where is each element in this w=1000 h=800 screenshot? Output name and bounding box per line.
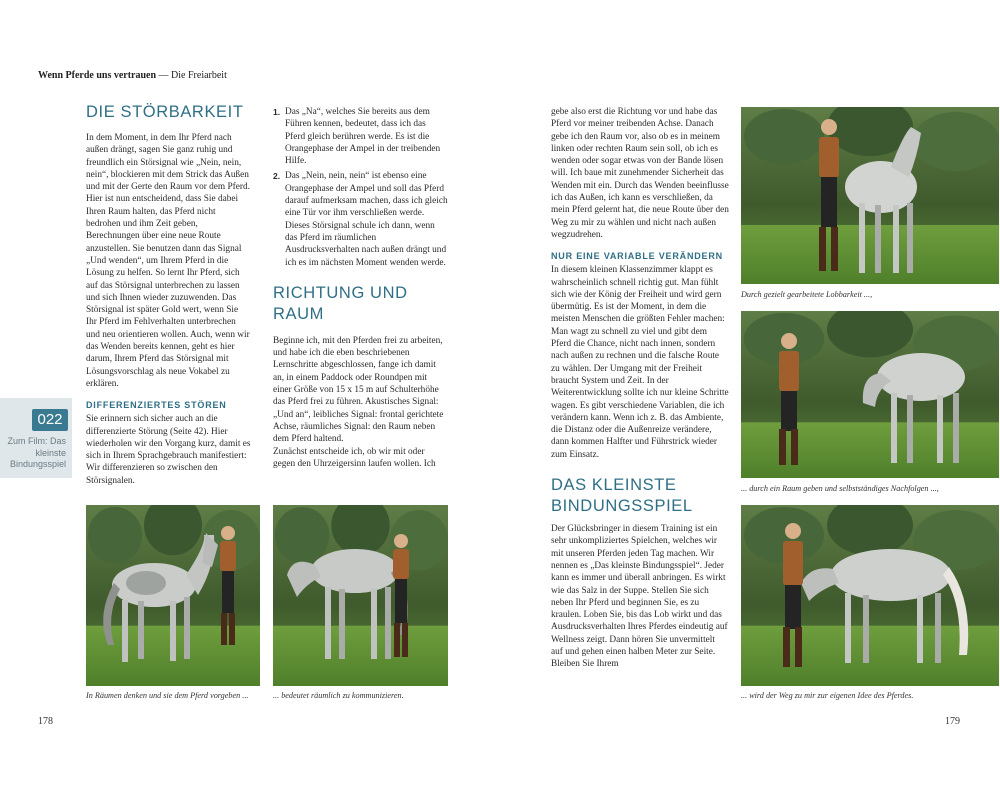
left-column-2	[273, 106, 448, 470]
list-number: 2.	[273, 171, 281, 182]
section-title-das-kleinste-bindungsspiel: DAS KLEINSTE BINDUNGSSPIEL	[551, 476, 693, 516]
page-number-left: 178	[38, 716, 53, 727]
photo-caption: Durch gezielt gearbeitete Lobbarkeit ...,	[741, 290, 873, 299]
list-number: 1.	[273, 107, 281, 117]
subheading-differenziertes-stoeren: DIFFERENZIERTES STÖREN	[86, 400, 227, 411]
list-text: Das „Na“, welches Sie bereits aus dem Führen kennen, bedeutet, dass ich das Pferd gleich berühren werde. Es ist die Orangephase der Ampel in der treibenden Hilfe.	[285, 107, 441, 167]
photo-left-1	[86, 505, 260, 686]
photo-caption: ... wird der Weg zu mir zur eigenen Idee des Pferdes.	[741, 691, 914, 700]
section-title-stoerbarkeit: DIE STÖRBARKEIT	[86, 103, 244, 121]
photo-right-3	[741, 505, 999, 686]
paragraph: Beginne ich, mit den Pferden frei zu arbeiten, und habe ich die eben beschriebenen Lernschritte abgeschlossen, fange ich damit an, in einem Paddock oder Roundpen mit einer Größe von 15 x 15 m auf Schulterhöhe das Pferd frei zu führen. Akustisches Signal: „Und an“, leibliches Signal: frontal gerichtete Achse, räumliches Signal: den Raum neben dem Pferd haltend.	[273, 335, 444, 445]
chapter-title: Die Freiarbeit	[171, 70, 227, 81]
section-title-richtung-und-raum: RICHTUNG UND RAUM	[273, 283, 408, 323]
photo-right-2	[741, 311, 999, 478]
right-column-1	[551, 106, 729, 671]
photo-caption: In Räumen denken und sie dem Pferd vorgeben ...	[86, 691, 249, 700]
photo-caption: ... durch ein Raum geben und selbstständiges Nachfolgen ...,	[741, 484, 939, 493]
list-item	[273, 170, 448, 268]
photo-left-2	[273, 505, 448, 686]
paragraph: Sie erinnern sich sicher auch an die differenzierte Störung (Seite 42). Hier wiederholen wir den Vorgang kurz, damit es sich in Ihrem Sprachgebrauch manifestiert: Wir differenzieren so zwischen den Störsignalen.	[86, 414, 251, 486]
book-title: Wenn Pferde uns vertrauen	[38, 70, 157, 81]
film-reference-text[interactable]: Zum Film: Das kleinste Bindungsspiel	[7, 436, 66, 469]
photo-right-1	[741, 107, 999, 284]
paragraph: gebe also erst die Richtung vor und habe das Pferd vor meiner treibenden Achse. Danach gebe ich den Raum vor, also ob es in meinem linken oder rechten Raum sein soll, ob ich es wenden oder sogar etwas von der Bande lösen will. Ich baue mit zunehmender Sicherheit das Wenden mit ein. Durch das Wenden beeinflusse ich das Außen, ich kann es verschließen, da mein Pferd gelernt hat, die neue Route über den Weg zu mir zu wählen und nicht nach außen wegzudrehen.	[551, 107, 729, 240]
running-head	[38, 70, 227, 81]
paragraph: In diesem kleinen Klassenzimmer klappt es wahrscheinlich schnell richtig gut. Man fühlt sich wie der König der Freiheit und wird gern übermütig. Es ist der Moment, in dem die meisten Menschen die größten Fehler machen: Man wagt zu schnell zu viel und gibt dem Pferd die Chance, nicht nach innen, sondern nach außen zu rechnen und die falsche Route zu wählen. Der Umgang mit der Freiheit braucht System und Zeit. In der Weiterentwicklung sollte ich nur kleine Schritte wagen. Es gibt verschiedene Variablen, die ich verändern kann. Wenn ich z. B. das Ambiente, die Distanz oder die Außenreize verändere, dann kommen Halfter und Führstrick wieder zum Einsatz.	[551, 265, 729, 460]
photo-caption: ... bedeutet räumlich zu kommunizieren.	[273, 691, 404, 700]
paragraph: In dem Moment, in dem Ihr Pferd nach außen drängt, sagen Sie ganz ruhig und freundlich ein Störsignal wie „Nein, nein, nein“, blockieren mit dem Strick das Außen und mit der Gerte den Raum vor dem Pferd. Hier ist nun entscheidend, dass Sie dabei Ihren Raum halten, das Pferd nicht bedrohen und ihm Zeit geben, Berechnungen über eine neue Route anzustellen. Sie benutzen dann das Signal „Und wenden“, um Ihrem Pferd in die Lösung zu helfen. So lernt Ihr Pferd, sich auf das Störsignal unterbrechen zu lassen und sich Ihnen wieder zuzuwenden. Das Störsignal ist später Gold wert, wenn Sie Ihr Pferd im Fehlverhalten unterbrechen und neu orientieren wollen. Auch, wenn wir das Wenden bereits kennen, geht es hier darum, Ihrem Pferd das Störsignal mit Lösungsvorschlag als neue Vokabel zu erklären.	[86, 133, 250, 389]
list-text: Das „Nein, nein, nein“ ist ebenso eine Orangephase der Ampel und soll das Pferd darauf aufmerksam machen, dass ich gleich eine Tür vor ihm verschließen werde. Dieses Störsignal schule ich dann, wenn das Pferd im räumlichen Ausdrucksverhalten nach außen drängt und ich es im nächsten Moment wenden werde.	[285, 171, 448, 268]
paragraph: Zunächst entscheide ich, ob wir mit oder gegen den Uhrzeigersinn laufen wollen. Ich	[273, 446, 436, 469]
left-column-1	[86, 102, 251, 487]
page-number-right: 179	[945, 716, 960, 727]
paragraph: Der Glücksbringer in diesem Training ist ein sehr unkompliziertes Spielchen, welches wir mit unseren Pferden jeden Tag machen. Wir nennen es „Das kleinste Bindungsspiel“. Jeder kann es immer und überall anbringen. Es wirkt wie das Salz in der Suppe. Stellen Sie sich neben Ihr Pferd und beginnen Sie, es zu kraulen. Loben Sie, bis das Lob wirkt und das Ausdrucksverhalten Ihres Pferdes eindeutig auf Wellness zeigt. Dann hören Sie unvermittelt auf und gehen einen halben Meter zur Seite. Bleiben Sie Ihrem	[551, 524, 728, 670]
film-number-badge[interactable]: 022	[32, 409, 68, 431]
subheading-nur-eine-variable: NUR EINE VARIABLE VERÄNDERN	[551, 251, 723, 262]
list-item	[273, 106, 448, 167]
running-head-separator: —	[156, 70, 172, 81]
